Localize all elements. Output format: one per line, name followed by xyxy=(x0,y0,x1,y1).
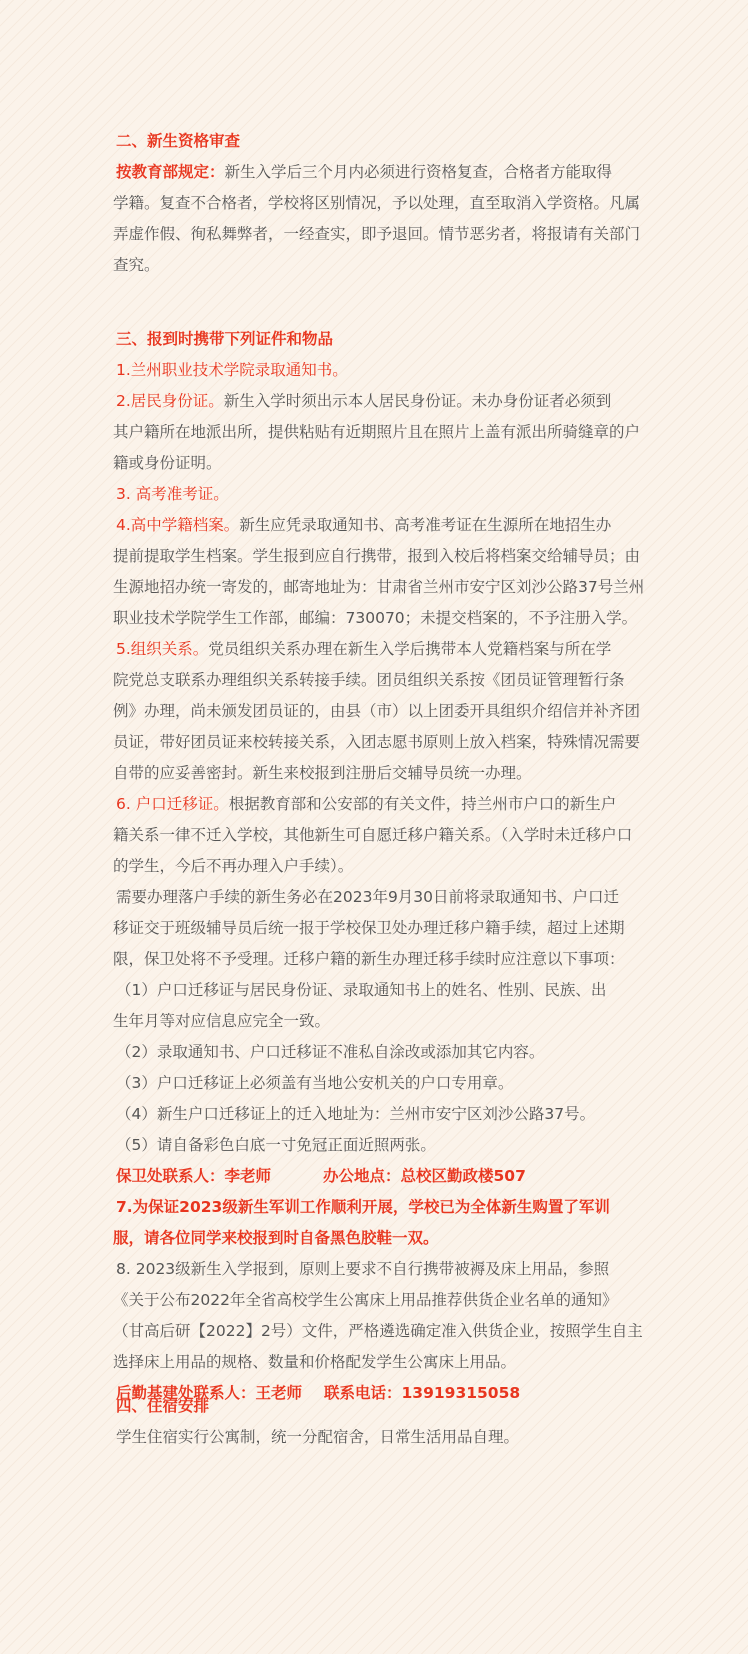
paragraph-line: 移证交于班级辅导员后统一报于学校保卫处办理迁移户籍手续，超过上述期 xyxy=(113,919,625,937)
highlight-lead: 按教育部规定： xyxy=(116,163,225,181)
paragraph-line: （5）请自备彩色白底一寸免冠正面近照两张。 xyxy=(116,1136,436,1154)
section-qualification xyxy=(113,126,664,281)
paragraph-line: 提前提取学生档案。学生报到应自行携带，报到入校后将档案交给辅导员；由 xyxy=(113,547,641,565)
logistics-contact-person: 后勤基建处联系人：王老师 xyxy=(116,1384,303,1402)
paragraph-line: （2）录取通知书、户口迁移证不准私自涂改或添加其它内容。 xyxy=(116,1043,545,1061)
item-3-line: 3. 高考准考证。 xyxy=(116,485,229,503)
paragraph-line: 其户籍所在地派出所，提供粘贴有近期照片且在照片上盖有派出所骑缝章的户 xyxy=(113,423,641,441)
paragraph-line: 自带的应妥善密封。新生来校报到注册后交辅导员统一办理。 xyxy=(113,764,532,782)
paragraph-line: 籍关系一律不迁入学校，其他新生可自愿迁移户籍关系。（入学时未迁移户口 xyxy=(113,826,633,844)
item-5-line xyxy=(116,634,664,665)
paragraph-line xyxy=(116,157,664,188)
item-lead: 2.居民身份证。 xyxy=(116,392,224,410)
section-documents xyxy=(113,324,664,1409)
paragraph-line: （4）新生户口迁移证上的迁入地址为：兰州市安宁区刘沙公路37号。 xyxy=(116,1105,596,1123)
security-office-location: 办公地点：总校区勤政楼507 xyxy=(323,1167,526,1185)
item-lead: 6. 户口迁移证。 xyxy=(116,795,229,813)
paragraph-line: 学生住宿实行公寓制，统一分配宿舍，日常生活用品自理。 xyxy=(116,1428,520,1446)
paragraph-line: 例》办理，尚未颁发团员证的，由县（市）以上团委开具组织介绍信并补齐团 xyxy=(113,702,641,720)
logistics-contact-phone: 联系电话：13919315058 xyxy=(324,1384,521,1402)
item-1-line: 1.兰州职业技术学院录取通知书。 xyxy=(116,361,348,379)
line-text: 新生入学时须出示本人居民身份证。未办身份证者必须到 xyxy=(223,392,612,410)
paragraph-line: 职业技术学院学生工作部，邮编：730070；未提交档案的，不予注册入学。 xyxy=(113,609,638,627)
section-body xyxy=(113,157,664,281)
section-heading: 三、报到时携带下列证件和物品 xyxy=(116,330,334,348)
paragraph-line: 的学生，今后不再办理入户手续）。 xyxy=(113,857,354,875)
line-text: 根据教育部和公安部的有关文件，持兰州市户口的新生户 xyxy=(228,795,617,813)
paragraph-line: 院党总支联系办理组织关系转接手续。团员组织关系按《团员证管理暂行条 xyxy=(113,671,625,689)
line-text: 新生入学后三个月内必须进行资格复查，合格者方能取得 xyxy=(224,163,613,181)
paragraph-line: 需要办理落户手续的新生务必在2023年9月30日前将录取通知书、户口迁 xyxy=(116,888,620,906)
section-accommodation xyxy=(116,1391,664,1453)
paragraph-line: （1）户口迁移证与居民身份证、录取通知书上的姓名、性别、民族、出 xyxy=(116,981,607,999)
paragraph-line: 学籍。复查不合格者，学校将区别情况，予以处理，直至取消入学资格。凡属 xyxy=(113,194,641,212)
item-lead: 4.高中学籍档案。 xyxy=(116,516,240,534)
item-2-line xyxy=(116,386,664,417)
security-contact-person: 保卫处联系人：李老师 xyxy=(116,1167,272,1185)
paragraph-line: 选择床上用品的规格、数量和价格配发学生公寓床上用品。 xyxy=(113,1353,517,1371)
paragraph-line: 员证，带好团员证来校转接关系，入团志愿书原则上放入档案，特殊情况需要 xyxy=(113,733,641,751)
paragraph-line: 生年月等对应信息应完全一致。 xyxy=(113,1012,331,1030)
item-6-line xyxy=(116,789,664,820)
paragraph-line: 限，保卫处将不予受理。迁移户籍的新生办理迁移手续时应注意以下事项： xyxy=(113,950,625,968)
paragraph-line: 弄虚作假、徇私舞弊者，一经查实，即予退回。情节恶劣者，将报请有关部门 xyxy=(113,225,641,243)
item-8-line: 8. 2023级新生入学报到，原则上要求不自行携带被褥及床上用品，参照 xyxy=(116,1260,610,1278)
section-body xyxy=(113,355,664,1409)
security-contact-line xyxy=(116,1161,664,1192)
item-7-line: 7.为保证2023级新生军训工作顺利开展，学校已为全体新生购置了军训 xyxy=(116,1198,610,1216)
item-7-line: 服，请各位同学来校报到时自备黑色胶鞋一双。 xyxy=(113,1229,439,1247)
line-text: 党员组织关系办理在新生入学后携带本人党籍档案与所在学 xyxy=(208,640,612,658)
line-text: 新生应凭录取通知书、高考准考证在生源所在地招生办 xyxy=(239,516,612,534)
paragraph-line: （甘高后研【2022】2号）文件，严格遴选确定准入供货企业，按照学生自主 xyxy=(113,1322,643,1340)
paragraph-line: 籍或身份证明。 xyxy=(113,454,222,472)
section-heading: 二、新生资格审查 xyxy=(116,132,241,150)
paragraph-line: 《关于公布2022年全省高校学生公寓床上用品推荐供货企业名单的通知》 xyxy=(113,1291,618,1309)
paragraph-line: （3）户口迁移证上必须盖有当地公安机关的户口专用章。 xyxy=(116,1074,514,1092)
paragraph-line: 查究。 xyxy=(113,256,160,274)
item-lead: 5.组织关系。 xyxy=(116,640,209,658)
paragraph-line: 生源地招办统一寄发的，邮寄地址为：甘肃省兰州市安宁区刘沙公路37号兰州 xyxy=(113,578,645,596)
section-heading: 四、住宿安排 xyxy=(116,1397,210,1415)
item-4-line xyxy=(116,510,664,541)
